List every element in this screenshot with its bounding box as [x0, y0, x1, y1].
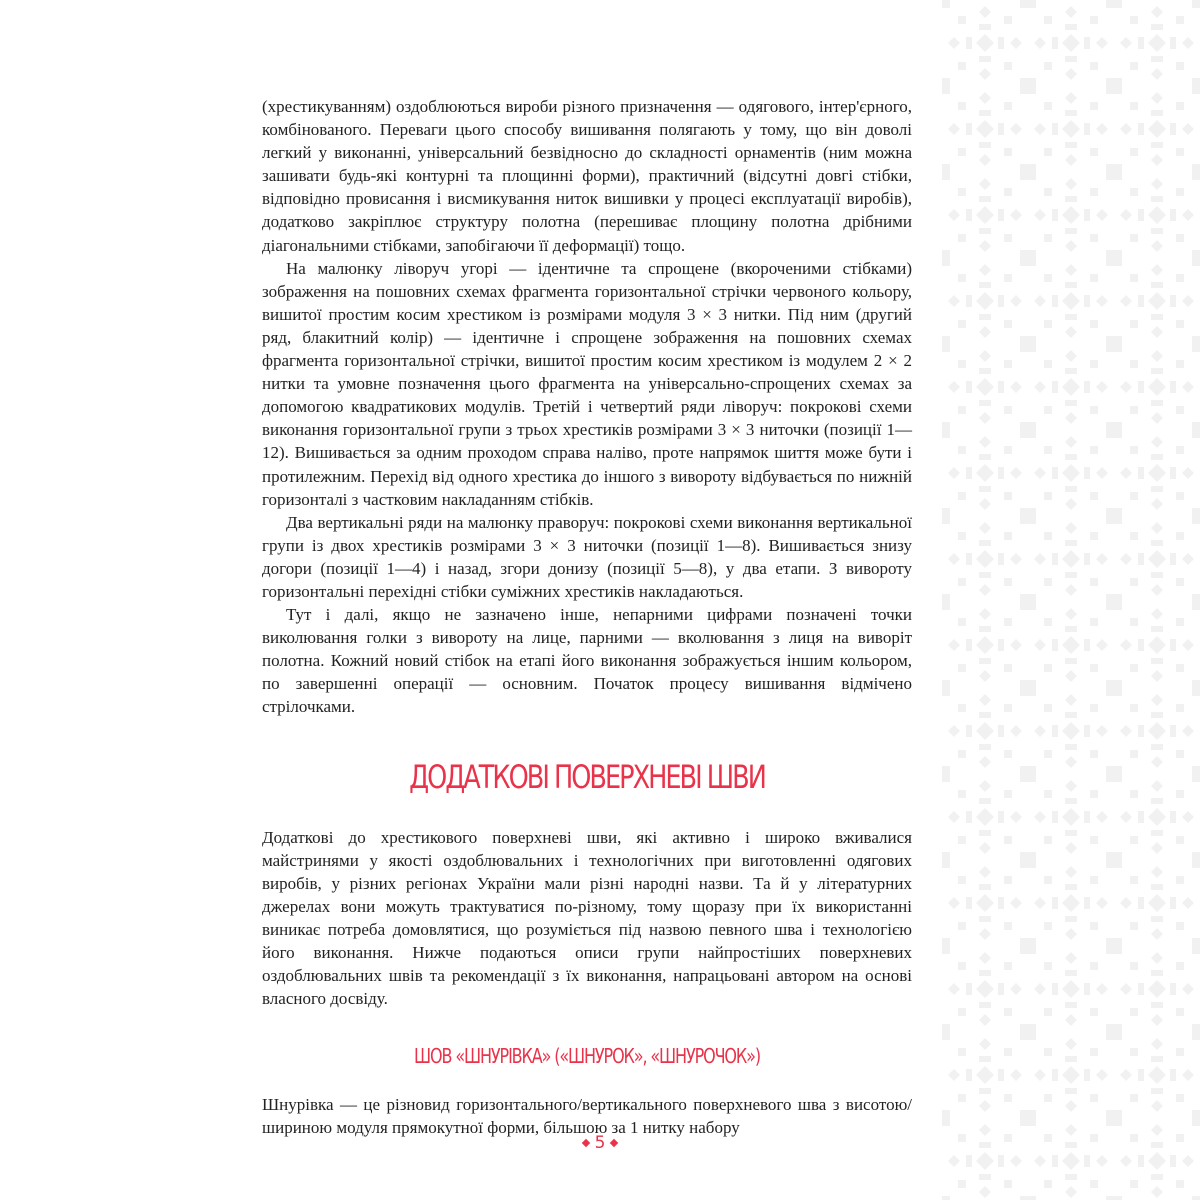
body-paragraph-1: (хрестикуванням) оздоблюються вироби різного призначення — одягового, інтер'єрного, комбінованого. Переваги цього способу вишивання полягають у тому, що він доволі легкий у виконанні, універсальний безвідносно до складності орнаментів (ним можна зашивати будь-які контурні та площинні форми), практичний (відсутні довгі стібки, відповідно провисання і висмикування ниток вишивки у процесі експлуатації виробів), додатково закріплює структуру полотна (перешиває площину полотна дрібними діагональними стібками, запобігаючи її деформації) тощо.	[262, 97, 912, 255]
page-content	[262, 95, 912, 1139]
subsection-paragraph: Шнурівка — це різновид горизонтального/вертикального поверхневого шва з висотою/шириною модуля прямокутної форми, більшою за 1 нитку набору	[262, 1095, 912, 1138]
diamond-icon	[581, 1139, 589, 1147]
body-paragraph-4: Тут і далі, якщо не зазначено інше, непарними цифрами позначені точки виколювання голки з вивороту на лице, парними — вколювання з лиця на виворіт полотна. Кожний новий стібок на етапі його виконання зображується іншим кольором, по завершенні операції — основним. Початок процесу вишивання відмічено стрілочками.	[262, 605, 912, 717]
subsection-heading: ШОВ «ШНУРІВКА» («ШНУРОК», «ШНУРОЧОК»)	[414, 1044, 760, 1069]
diamond-icon	[610, 1139, 618, 1147]
section-paragraph: Додаткові до хрестикового поверхневі шви, які активно і широко вживалися майстринями у якості оздоблювальних і технологічних при виготовленні одягових виробів, у різних регіонах України мали різні народні назви. Та й у літературних джерелах вони можуть трактуватися по-різному, тому щоразу при їх використанні виникає потреба домовлятися, що розуміється під назвою певного шва і технологією його виконання. Нижче подаються описи групи найпростіших поверхневих оздоблювальних швів та рекомендації з їх виконання, напрацьовані автором на основі власного досвіду.	[262, 827, 912, 1009]
decorative-ornament-border	[942, 0, 1200, 1200]
body-paragraph-2: На малюнку ліворуч угорі — ідентичне та спрощене (вкороченими стібками) зображення на пошовних схемах фрагмента горизонтальної стрічки червоного кольору, вишитої простим косим хрестиком із розмірами модуля 3 × 3 нитки. Під ним (другий ряд, блакитний колір) — ідентичне і спрощене зображення на пошовних схемах фрагмента горизонтальної стрічки, вишитої простим косим хрестиком із модулем 2 × 2 нитки та умовне позначення цього фрагмента на універсально-спрощених схемах за допомогою квадратикових модулів. Третій і четвертий ряди ліворуч: покрокові схеми виконання горизонтальної групи з трьох хрестиків розмірами 3 × 3 ниточки (позиції 1—12). Вишивається за одним проходом справа наліво, проте напрямок шиття може бути і протилежним. Перехід від одного хрестика до іншого з вивороту відбувається по нижній горизонталі з частковим накладанням стібків.	[262, 258, 912, 509]
section-heading: ДОДАТКОВІ ПОВЕРХНЕВІ ШВИ	[409, 757, 765, 796]
page-number	[540, 1132, 660, 1154]
page-number-text: 5	[594, 1133, 606, 1153]
body-paragraph-3: Два вертикальні ряди на малюнку праворуч: покрокові схеми виконання вертикальної групи із двох хрестиків розмірами 3 × 3 ниточки (позиції 1—8). Вишивається знизу догори (позиції 1—4) і назад, згори донизу (позиції 5—8), у два етапи. З вивороту горизонтальні перехідні стібки суміжних хрестиків накладаються.	[262, 512, 912, 601]
